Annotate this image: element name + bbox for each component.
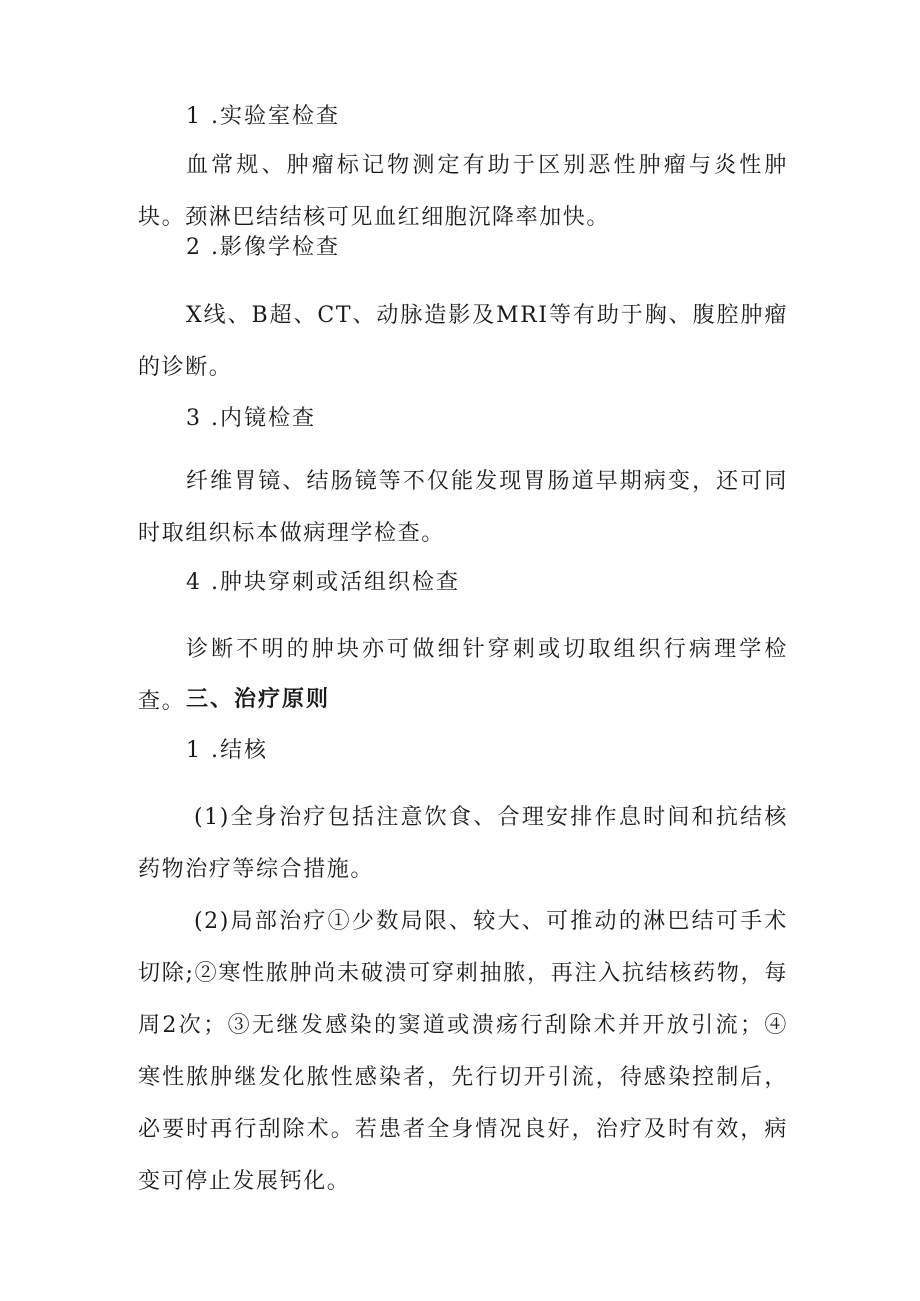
paragraph-imaging: X线、B超、CT、动脉造影及MRI等有助于胸、腹腔肿瘤的诊断。 xyxy=(138,303,788,380)
heading-tuberculosis: 1 .结核 xyxy=(186,738,268,763)
section-title-treatment: 三、治疗原则 xyxy=(186,686,331,712)
paragraph-biopsy: 诊断不明的肿块亦可做细针穿刺或切取组织行病理学检查。 xyxy=(138,637,788,714)
paragraph-local-treatment: (2)局部治疗①少数局限、较大、可推动的淋巴结可手术切除;②寒性脓肿尚未破溃可穿刺抽脓，再注入抗结核药物，每周2次；③无继发感染的窦道或溃疡行刮除术并开放引流；④寒性脓肿继发化脓性感染者，先行切开引流，待感染控制后，必要时再行刮除术。若患者全身情况良好，治疗及时有效，病变可停止发展钙化。 xyxy=(138,909,788,1194)
paragraph-systemic-treatment: (1)全身治疗包括注意饮食、合理安排作息时间和抗结核药物治疗等综合措施。 xyxy=(138,805,788,882)
heading-endoscopy: 3 .内镜检查 xyxy=(186,406,316,431)
paragraph-endoscopy: 纤维胃镜、结肠镜等不仅能发现胃肠道早期病变，还可同时取组织标本做病理学检查。 xyxy=(138,469,788,546)
paragraph-lab-tests: 血常规、肿瘤标记物测定有助于区别恶性肿瘤与炎性肿块。颈淋巴结结核可见血红细胞沉降率加快。 xyxy=(138,153,788,230)
heading-biopsy: 4 .肿块穿刺或活组织检查 xyxy=(186,570,460,595)
heading-lab-tests: 1 .实验室检查 xyxy=(186,104,340,129)
heading-imaging: 2 .影像学检查 xyxy=(186,235,340,260)
